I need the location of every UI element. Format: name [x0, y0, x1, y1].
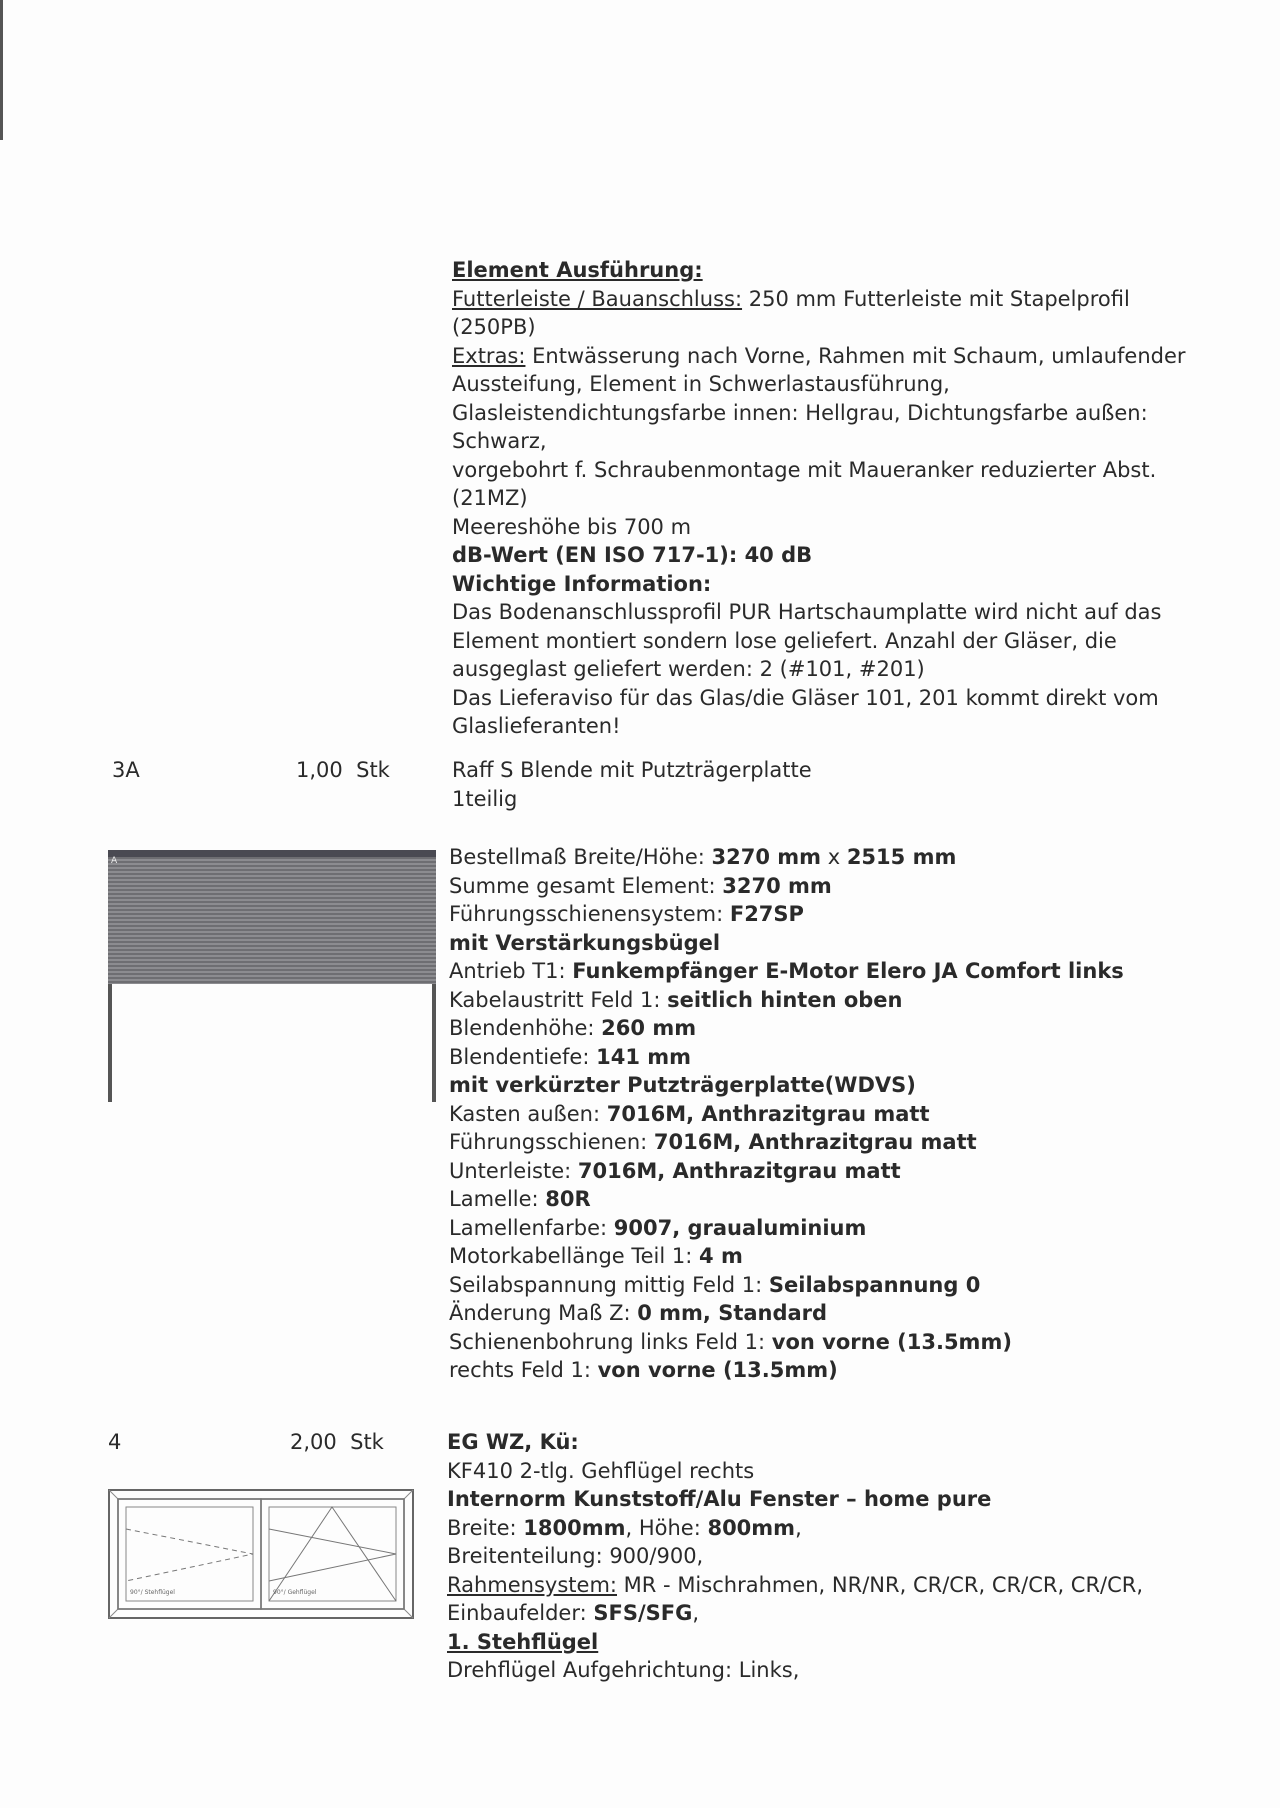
spec-line — [449, 1328, 1209, 1357]
extras-line — [452, 342, 1212, 371]
extras-line-6: (21MZ) — [452, 486, 528, 510]
item-4-einbau — [447, 1599, 1207, 1628]
spec-line — [449, 872, 1209, 901]
wichtige-information-heading: Wichtige Information: — [452, 571, 712, 596]
spec-value: 7016M, Anthrazitgrau matt — [577, 1158, 901, 1183]
spec-value: 0 mm, Standard — [637, 1301, 828, 1325]
extras-line-5: vorgebohrt f. Schraubenmontage mit Maueranker reduzierter Abst. — [452, 457, 1157, 482]
spec-value: 7016M, Anthrazitgrau matt — [653, 1130, 977, 1154]
extras-line-2: Aussteifung, Element in Schwerlastausführung, — [452, 372, 950, 396]
item-3a-title: Raff S Blende mit Putzträgerplatte — [452, 758, 812, 782]
item-3a-position: 3A — [112, 758, 140, 782]
spec-label: Summe gesamt Element: — [449, 873, 723, 898]
spec-value: 260 mm — [601, 1016, 697, 1040]
extras-line-3: Glasleistendichtungsfarbe innen: Hellgrau, Dichtungsfarbe außen: — [452, 400, 1148, 425]
info-line-2: Element montiert sondern lose geliefert. Anzahl der Gläser, die — [452, 628, 1117, 653]
item-4-type: KF410 2-tlg. Gehflügel rechts — [447, 1458, 755, 1483]
shutter-rail-left — [108, 984, 112, 1102]
spec-label: Änderung Maß Z: — [449, 1301, 638, 1325]
spec-label: Kabelaustritt Feld 1: — [449, 987, 668, 1012]
spec-value: 4 m — [699, 1244, 743, 1268]
window-diagram — [108, 1489, 414, 1619]
spec-label: Seilabspannung mittig Feld 1: — [449, 1272, 769, 1297]
spec-label: Antrieb T1: — [449, 959, 573, 983]
spec-line — [449, 843, 1209, 872]
spec-value: 3270 mm — [722, 873, 832, 898]
spec-label: Führungsschienen: — [449, 1130, 654, 1154]
info-line-1: Das Bodenanschlussprofil PUR Hartschaumplatte wird nicht auf das — [452, 600, 1162, 624]
spec-label: rechts Feld 1: — [449, 1358, 598, 1382]
info-line-5: Glaslieferanten! — [452, 714, 621, 738]
breite-label: Breite: — [447, 1515, 524, 1540]
spec-value: F27SP — [729, 902, 804, 926]
extras-line-4: Schwarz, — [452, 429, 547, 453]
spec-label: Unterleiste: — [449, 1158, 578, 1183]
spec-label: Kasten außen: — [449, 1101, 607, 1126]
futter-line — [452, 285, 1212, 314]
spec-value: mit verkürzter Putzträgerplatte(WDVS) — [449, 1073, 916, 1097]
sash-right-caption: 90°/ Gehflügel — [273, 1589, 317, 1596]
spec-label: Blendenhöhe: — [449, 1016, 602, 1040]
section-heading: Element Ausführung: — [452, 258, 703, 282]
item-4-quantity: 2,00 Stk — [290, 1430, 384, 1454]
spec-line — [449, 1128, 1209, 1157]
shutter-illustration — [108, 850, 436, 1102]
rahmen-text: MR - Mischrahmen, NR/NR, CR/CR, CR/CR, CR/CR, — [617, 1572, 1144, 1597]
spec-value: 9007, graualuminium — [613, 1215, 867, 1240]
item-4-room: EG WZ, Kü: — [447, 1430, 579, 1454]
rahmen-label: Rahmensystem: — [447, 1572, 617, 1597]
futter-label: Futterleiste / Bauanschluss: — [452, 286, 743, 311]
item-3a-quantity: 1,00 Stk — [296, 758, 390, 782]
spec-line — [449, 1014, 1209, 1043]
shutter-box — [108, 850, 436, 984]
info-line-4: Das Lieferaviso für das Glas/die Gläser 101, 201 kommt direkt vom — [452, 685, 1159, 710]
spec-label: Lamelle: — [449, 1187, 546, 1211]
frame-miter-bl — [109, 1609, 118, 1618]
spec-line — [449, 1214, 1209, 1243]
spec-line — [449, 900, 1209, 929]
spec-line — [449, 1271, 1209, 1300]
frame-miter-tr — [404, 1490, 413, 1499]
glass-right — [269, 1507, 396, 1601]
spec-label: Blendentiefe: — [449, 1044, 597, 1069]
spec-line — [449, 1043, 1209, 1072]
item-4-position: 4 — [108, 1430, 122, 1454]
item-4-details — [447, 1428, 1207, 1685]
spec-label: Lamellenfarbe: — [449, 1215, 614, 1240]
frame-miter-br — [404, 1609, 413, 1618]
spec-value: von vorne (13.5mm) — [771, 1329, 1012, 1354]
item-3a-subtitle: 1teilig — [452, 786, 518, 811]
spec-value: Seilabspannung 0 — [768, 1272, 981, 1297]
spec-line — [449, 929, 1209, 958]
stehfluegel-heading: 1. Stehflügel — [447, 1629, 599, 1654]
spec-separator: x — [821, 845, 847, 869]
spec-label: Bestellmaß Breite/Höhe: — [449, 845, 712, 869]
item-4-dimensions — [447, 1514, 1207, 1543]
spec-line — [449, 1242, 1209, 1271]
spec-line — [449, 1100, 1209, 1129]
spec-line — [449, 1356, 1209, 1385]
spec-label: Führungsschienensystem: — [449, 902, 730, 926]
frame-miter-tl — [109, 1490, 118, 1499]
spec-value: 7016M, Anthrazitgrau matt — [606, 1101, 930, 1126]
item-4-product: Internorm Kunststoff/Alu Fenster – home pure — [447, 1487, 992, 1511]
item-3a-header — [452, 756, 1212, 813]
spec-line — [449, 1157, 1209, 1186]
item-4-rahmen — [447, 1571, 1207, 1600]
db-wert: dB-Wert (EN ISO 717-1): 40 dB — [452, 543, 813, 567]
hoehe-end: , — [795, 1515, 802, 1540]
extras-label: Extras: — [452, 343, 526, 368]
hoehe-label: , Höhe: — [625, 1515, 708, 1540]
spec-value: 141 mm — [596, 1044, 692, 1069]
scan-edge-line — [0, 0, 3, 140]
spec-value-2: 2515 mm — [846, 845, 957, 869]
drehfluegel-line: Drehflügel Aufgehrichtung: Links, — [447, 1658, 800, 1682]
spec-value: mit Verstärkungsbügel — [449, 930, 721, 955]
spec-line — [449, 957, 1209, 986]
spec-line — [449, 1185, 1209, 1214]
spec-label: Motorkabellänge Teil 1: — [449, 1244, 700, 1268]
einbau-end: , — [692, 1601, 700, 1625]
einbau-value: SFS/SFG — [593, 1601, 693, 1625]
shutter-rail-right — [432, 984, 436, 1102]
spec-line — [449, 986, 1209, 1015]
extras-text: Entwässerung nach Vorne, Rahmen mit Schaum, umlaufender — [525, 343, 1186, 368]
spec-label: Schienenbohrung links Feld 1: — [449, 1329, 772, 1354]
spec-value: 80R — [545, 1187, 591, 1211]
spec-value: Funkempfänger E-Motor Elero JA Comfort links — [572, 959, 1124, 983]
futter-cont: (250PB) — [452, 315, 536, 339]
glass-left — [126, 1507, 253, 1601]
spec-value: 3270 mm — [711, 845, 822, 869]
futter-text: 250 mm Futterleiste mit Stapelprofil — [742, 286, 1130, 311]
element-ausfuehrung-section — [452, 256, 1212, 741]
spec-value: seitlich hinten oben — [667, 987, 903, 1012]
spec-value: von vorne (13.5mm) — [597, 1358, 838, 1382]
item-4-breitenteilung: Breitenteilung: 900/900, — [447, 1544, 704, 1568]
spec-line — [449, 1299, 1209, 1328]
hoehe-value: 800mm — [707, 1515, 796, 1540]
sash-left-caption: 90°/ Stehflügel — [130, 1589, 175, 1596]
item-3a-specs — [449, 843, 1209, 1385]
spec-line — [449, 1071, 1209, 1100]
meereshoehe: Meereshöhe bis 700 m — [452, 514, 692, 539]
einbau-label: Einbaufelder: — [447, 1601, 594, 1625]
tilt-indicator-left — [126, 1529, 253, 1581]
tilt-indicator-right — [269, 1507, 396, 1601]
breite-value: 1800mm — [523, 1515, 626, 1540]
info-line-3: ausgeglast geliefert werden: 2 (#101, #201) — [452, 657, 925, 681]
shutter-marker: A — [111, 856, 118, 866]
